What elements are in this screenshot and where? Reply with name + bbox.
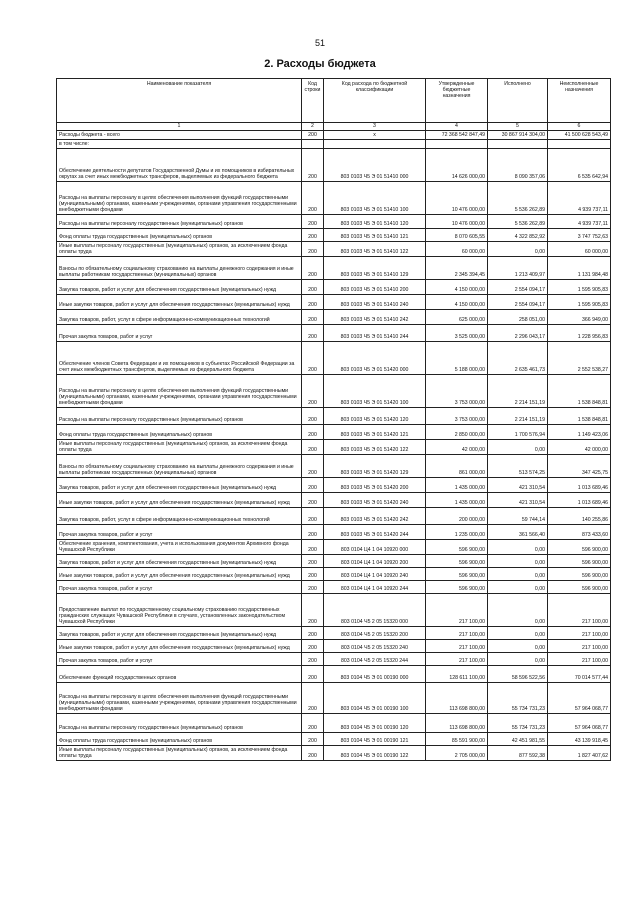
row-approved: 14 626 000,00 xyxy=(426,149,488,182)
row-approved: 596 900,00 xyxy=(426,568,488,581)
row-name: Расходы на выплаты персоналу в целях обеспечения выполнения функций государственными (муниципальными) органами, казенными учреждениями, органами управления государственными внебюджетными фондами xyxy=(57,683,302,714)
row-approved: 42 000,00 xyxy=(426,440,488,455)
row-approved: 72 368 542 847,49 xyxy=(426,131,488,140)
row-line-code: 200 xyxy=(302,666,324,683)
row-unexecuted: 1 538 848,81 xyxy=(548,375,611,408)
row-line-code: 200 xyxy=(302,746,324,761)
row-budget-code: 803 0103 Ч5 Э 01 51410 120 xyxy=(324,215,426,229)
row-executed: 0,00 xyxy=(488,440,548,455)
row-name: Обеспечение хранения, комплектования, учета и использования документов Архивного фонда Чувашской Республики xyxy=(57,540,302,555)
row-budget-code xyxy=(324,140,426,149)
row-line-code: 200 xyxy=(302,257,324,280)
row-budget-code: 803 0103 Ч5 Э 01 51420 000 xyxy=(324,342,426,375)
row-unexecuted xyxy=(548,140,611,149)
row-budget-code: 803 0104 Ч5 Э 01 00190 000 xyxy=(324,666,426,683)
row-unexecuted: 217 100,00 xyxy=(548,653,611,666)
table-row xyxy=(57,478,611,493)
row-approved: 217 100,00 xyxy=(426,594,488,627)
table-row xyxy=(57,746,611,761)
row-approved: 596 900,00 xyxy=(426,540,488,555)
row-budget-code: 803 0104 Ц4 1 04 10920 244 xyxy=(324,581,426,594)
row-budget-code: 803 0103 Ч5 Э 01 51420 121 xyxy=(324,425,426,440)
row-budget-code: x xyxy=(324,131,426,140)
row-name: Закупка товаров, работ и услуг для обеспечения государственных (муниципальных) нужд xyxy=(57,555,302,568)
row-unexecuted: 1 013 689,46 xyxy=(548,478,611,493)
row-executed: 4 322 852,92 xyxy=(488,229,548,242)
row-executed: 1 213 409,97 xyxy=(488,257,548,280)
header-name: Наименование показателя xyxy=(57,79,302,123)
row-approved: 113 698 800,00 xyxy=(426,683,488,714)
row-executed: 2 296 043,17 xyxy=(488,325,548,342)
table-row xyxy=(57,131,611,140)
row-unexecuted: 57 964 068,77 xyxy=(548,714,611,733)
row-name: Взносы по обязательному социальному страхованию на выплаты денежного содержания и иные выплаты работникам государственных (муниципальных) органов xyxy=(57,257,302,280)
row-executed: 0,00 xyxy=(488,653,548,666)
row-approved: 200 000,00 xyxy=(426,508,488,525)
row-line-code: 200 xyxy=(302,683,324,714)
col-number: 4 xyxy=(426,123,488,131)
row-unexecuted: 1 595 905,83 xyxy=(548,295,611,310)
table-row xyxy=(57,627,611,640)
row-unexecuted: 70 014 577,44 xyxy=(548,666,611,683)
table-row xyxy=(57,149,611,182)
row-approved: 2 850 000,00 xyxy=(426,425,488,440)
row-name: Фонд оплаты труда государственных (муниципальных) органов xyxy=(57,733,302,746)
header-approved: Утвержденные бюджетные назначения xyxy=(426,79,488,123)
row-budget-code: 803 0104 Ч5 Э 01 00190 120 xyxy=(324,714,426,733)
row-unexecuted: 596 900,00 xyxy=(548,581,611,594)
row-executed xyxy=(488,140,548,149)
row-approved xyxy=(426,140,488,149)
table-row xyxy=(57,215,611,229)
row-approved: 217 100,00 xyxy=(426,640,488,653)
row-executed: 258 051,00 xyxy=(488,310,548,325)
row-approved: 1 235 000,00 xyxy=(426,525,488,540)
row-budget-code: 803 0103 Ч5 Э 01 51420 240 xyxy=(324,493,426,508)
row-line-code: 200 xyxy=(302,627,324,640)
row-line-code: 200 xyxy=(302,182,324,215)
row-executed: 421 310,54 xyxy=(488,478,548,493)
row-executed: 5 536 262,89 xyxy=(488,182,548,215)
table-row xyxy=(57,342,611,375)
row-budget-code: 803 0103 Ч5 Э 01 51420 122 xyxy=(324,440,426,455)
row-executed: 0,00 xyxy=(488,555,548,568)
row-name: Взносы по обязательному социальному страхованию на выплаты денежного содержания и иные выплаты работникам государственных (муниципальных) органов xyxy=(57,455,302,478)
row-line-code: 200 xyxy=(302,493,324,508)
row-executed: 59 744,14 xyxy=(488,508,548,525)
row-line-code: 200 xyxy=(302,280,324,295)
row-line-code: 200 xyxy=(302,733,324,746)
row-executed: 0,00 xyxy=(488,581,548,594)
row-line-code: 200 xyxy=(302,594,324,627)
header-row xyxy=(57,79,611,123)
row-executed: 0,00 xyxy=(488,568,548,581)
row-name: Обеспечение деятельности депутатов Государственной Думы и их помощников в избирательных округах за счет иных межбюджетных трансферов, выделяемых из федерального бюджета xyxy=(57,149,302,182)
row-line-code: 200 xyxy=(302,149,324,182)
header-budget-code: Код расхода по бюджетной классификации xyxy=(324,79,426,123)
row-executed: 0,00 xyxy=(488,540,548,555)
row-budget-code: 803 0104 Ч5 Э 01 00190 100 xyxy=(324,683,426,714)
table-row xyxy=(57,683,611,714)
table-row xyxy=(57,280,611,295)
row-approved: 596 900,00 xyxy=(426,555,488,568)
row-executed: 8 090 357,06 xyxy=(488,149,548,182)
row-budget-code: 803 0103 Ч5 Э 01 51420 200 xyxy=(324,478,426,493)
row-executed: 30 867 914 304,00 xyxy=(488,131,548,140)
row-unexecuted: 1 131 984,48 xyxy=(548,257,611,280)
row-name: Предоставление выплат по государственному социальному страхованию государственных гражданских служащих Чувашской Республики в случаях, установленных законодательством Чувашской Республики xyxy=(57,594,302,627)
row-unexecuted: 1 595 905,83 xyxy=(548,280,611,295)
row-line-code: 200 xyxy=(302,131,324,140)
page-number: 51 xyxy=(314,38,325,48)
row-line-code: 200 xyxy=(302,653,324,666)
row-name: Иные закупки товаров, работ и услуг для обеспечения государственных (муниципальных) нужд xyxy=(57,640,302,653)
row-executed: 421 310,54 xyxy=(488,493,548,508)
table-row xyxy=(57,440,611,455)
row-name: Расходы бюджета - всего xyxy=(57,131,302,140)
row-line-code: 200 xyxy=(302,540,324,555)
row-name: Иные закупки товаров, работ и услуг для обеспечения государственных (муниципальных) нужд xyxy=(57,295,302,310)
table-row xyxy=(57,493,611,508)
row-budget-code: 803 0104 Ц4 1 04 10920 200 xyxy=(324,555,426,568)
row-executed: 5 536 262,89 xyxy=(488,215,548,229)
header-executed: Исполнено xyxy=(488,79,548,123)
row-approved: 60 000,00 xyxy=(426,242,488,257)
table-row xyxy=(57,257,611,280)
row-unexecuted: 873 433,60 xyxy=(548,525,611,540)
col-number: 3 xyxy=(324,123,426,131)
row-name: Иные выплаты персоналу государственных (муниципальных) органов, за исключением фонда оплаты труда xyxy=(57,440,302,455)
page-title: 2. Расходы бюджета xyxy=(264,58,376,70)
row-executed: 0,00 xyxy=(488,640,548,653)
row-approved: 10 476 000,00 xyxy=(426,182,488,215)
table-row xyxy=(57,733,611,746)
col-number: 1 xyxy=(57,123,302,131)
row-line-code: 200 xyxy=(302,295,324,310)
row-name: Расходы на выплаты персоналу государственных (муниципальных) органов xyxy=(57,215,302,229)
row-line-code: 200 xyxy=(302,229,324,242)
row-unexecuted: 1 013 689,46 xyxy=(548,493,611,508)
row-approved: 3 525 000,00 xyxy=(426,325,488,342)
row-unexecuted: 596 900,00 xyxy=(548,555,611,568)
row-unexecuted: 4 939 737,11 xyxy=(548,215,611,229)
row-approved: 2 705 000,00 xyxy=(426,746,488,761)
row-executed: 2 635 461,73 xyxy=(488,342,548,375)
row-line-code: 200 xyxy=(302,440,324,455)
row-budget-code: 803 0103 Ч5 Э 01 51410 244 xyxy=(324,325,426,342)
row-executed: 2 214 151,19 xyxy=(488,408,548,425)
row-name: Закупка товаров, работ и услуг для обеспечения государственных (муниципальных) нужд xyxy=(57,478,302,493)
row-name: Фонд оплаты труда государственных (муниципальных) органов xyxy=(57,229,302,242)
row-name: Прочая закупка товаров, работ и услуг xyxy=(57,581,302,594)
row-approved: 3 753 000,00 xyxy=(426,408,488,425)
row-unexecuted: 6 535 642,94 xyxy=(548,149,611,182)
table-row xyxy=(57,525,611,540)
row-executed: 0,00 xyxy=(488,242,548,257)
row-budget-code: 803 0103 Ч5 Э 01 51420 100 xyxy=(324,375,426,408)
row-name: Закупка товаров, работ и услуг для обеспечения государственных (муниципальных) нужд xyxy=(57,627,302,640)
row-line-code: 200 xyxy=(302,425,324,440)
table-body xyxy=(57,131,611,761)
row-name: Прочая закупка товаров, работ и услуг xyxy=(57,653,302,666)
table-row xyxy=(57,182,611,215)
row-name: Расходы на выплаты персоналу государственных (муниципальных) органов xyxy=(57,714,302,733)
row-name: Закупка товаров, работ и услуг для обеспечения государственных (муниципальных) нужд xyxy=(57,280,302,295)
row-approved: 8 070 605,55 xyxy=(426,229,488,242)
row-approved: 625 000,00 xyxy=(426,310,488,325)
row-budget-code: 803 0104 Ч5 2 05 15320 200 xyxy=(324,627,426,640)
table-row xyxy=(57,568,611,581)
column-number-row xyxy=(57,123,611,131)
row-approved: 5 188 000,00 xyxy=(426,342,488,375)
row-executed: 2 214 151,19 xyxy=(488,375,548,408)
table-row xyxy=(57,408,611,425)
row-line-code: 200 xyxy=(302,215,324,229)
expenditure-table xyxy=(56,78,611,761)
row-approved: 1 435 000,00 xyxy=(426,478,488,493)
row-executed: 55 734 731,23 xyxy=(488,714,548,733)
row-line-code: 200 xyxy=(302,478,324,493)
row-name: Прочая закупка товаров, работ и услуг xyxy=(57,525,302,540)
row-budget-code: 803 0104 Ч5 Э 01 00190 121 xyxy=(324,733,426,746)
row-approved: 3 753 000,00 xyxy=(426,375,488,408)
row-executed: 42 451 981,55 xyxy=(488,733,548,746)
row-unexecuted: 366 949,00 xyxy=(548,310,611,325)
row-executed: 2 554 094,17 xyxy=(488,280,548,295)
table-row xyxy=(57,594,611,627)
row-line-code: 200 xyxy=(302,555,324,568)
row-executed: 513 574,25 xyxy=(488,455,548,478)
table-row xyxy=(57,242,611,257)
row-name: Обеспечение членов Совета Федерации и их помощников в субъектах Российской Федерации за счет иных межбюджетных трансфертов, выделяемых из федерального бюджета xyxy=(57,342,302,375)
row-unexecuted: 60 000,00 xyxy=(548,242,611,257)
row-budget-code: 803 0103 Ч5 Э 01 51410 200 xyxy=(324,280,426,295)
row-budget-code: 803 0104 Ч5 2 05 15320 240 xyxy=(324,640,426,653)
row-line-code: 200 xyxy=(302,714,324,733)
row-executed: 0,00 xyxy=(488,594,548,627)
row-unexecuted: 217 100,00 xyxy=(548,640,611,653)
row-executed: 0,00 xyxy=(488,627,548,640)
table-row xyxy=(57,581,611,594)
row-name: Иные выплаты персоналу государственных (муниципальных) органов, за исключением фонда оплаты труда xyxy=(57,242,302,257)
row-unexecuted: 3 747 752,63 xyxy=(548,229,611,242)
row-line-code: 200 xyxy=(302,408,324,425)
col-number: 2 xyxy=(302,123,324,131)
row-budget-code: 803 0104 Ц4 1 04 10920 000 xyxy=(324,540,426,555)
table-row xyxy=(57,540,611,555)
row-line-code: 200 xyxy=(302,342,324,375)
row-unexecuted: 2 552 538,27 xyxy=(548,342,611,375)
row-executed: 877 592,38 xyxy=(488,746,548,761)
row-unexecuted: 42 000,00 xyxy=(548,440,611,455)
row-unexecuted: 41 500 628 543,49 xyxy=(548,131,611,140)
row-budget-code: 803 0103 Ч5 Э 01 51410 122 xyxy=(324,242,426,257)
row-budget-code: 803 0103 Ч5 Э 01 51410 100 xyxy=(324,182,426,215)
row-unexecuted: 217 100,00 xyxy=(548,627,611,640)
row-budget-code: 803 0103 Ч5 Э 01 51420 244 xyxy=(324,525,426,540)
row-name: Закупка товаров, работ, услуг в сфере информационно-коммуникационных технологий xyxy=(57,508,302,525)
row-unexecuted: 596 900,00 xyxy=(548,540,611,555)
row-approved: 85 591 900,00 xyxy=(426,733,488,746)
row-line-code: 200 xyxy=(302,310,324,325)
row-budget-code: 803 0103 Ч5 Э 01 51420 242 xyxy=(324,508,426,525)
row-executed: 55 734 731,23 xyxy=(488,683,548,714)
row-approved: 113 698 800,00 xyxy=(426,714,488,733)
row-line-code: 200 xyxy=(302,525,324,540)
table-row xyxy=(57,425,611,440)
col-number: 5 xyxy=(488,123,548,131)
table-row xyxy=(57,375,611,408)
row-unexecuted: 140 255,86 xyxy=(548,508,611,525)
row-budget-code: 803 0104 Ч5 Э 01 00190 122 xyxy=(324,746,426,761)
row-budget-code: 803 0104 Ц4 1 04 10920 240 xyxy=(324,568,426,581)
row-approved: 128 611 100,00 xyxy=(426,666,488,683)
row-name: Фонд оплаты труда государственных (муниципальных) органов xyxy=(57,425,302,440)
table-row xyxy=(57,455,611,478)
row-name: Иные закупки товаров, работ и услуг для обеспечения государственных (муниципальных) нужд xyxy=(57,493,302,508)
row-budget-code: 803 0103 Ч5 Э 01 51410 000 xyxy=(324,149,426,182)
row-line-code: 200 xyxy=(302,640,324,653)
row-unexecuted: 347 425,75 xyxy=(548,455,611,478)
row-unexecuted: 4 939 737,11 xyxy=(548,182,611,215)
row-line-code xyxy=(302,140,324,149)
row-name: Иные закупки товаров, работ и услуг для обеспечения государственных (муниципальных) нужд xyxy=(57,568,302,581)
col-number: 6 xyxy=(548,123,611,131)
row-line-code: 200 xyxy=(302,581,324,594)
row-approved: 596 900,00 xyxy=(426,581,488,594)
row-line-code: 200 xyxy=(302,325,324,342)
header-unexecuted: Неисполненные назначения xyxy=(548,79,611,123)
row-name: в том числе: xyxy=(57,140,302,149)
table-row xyxy=(57,508,611,525)
row-approved: 861 000,00 xyxy=(426,455,488,478)
row-name: Расходы на выплаты персоналу в целях обеспечения выполнения функций государственными (муниципальными) органами, казенными учреждениями, органами управления государственными внебюджетными фондами xyxy=(57,182,302,215)
table-row xyxy=(57,653,611,666)
row-budget-code: 803 0103 Ч5 Э 01 51420 120 xyxy=(324,408,426,425)
row-unexecuted: 1 228 956,83 xyxy=(548,325,611,342)
row-name: Иные выплаты персоналу государственных (муниципальных) органов, за исключением фонда оплаты труда xyxy=(57,746,302,761)
table-row xyxy=(57,140,611,149)
row-unexecuted: 1 149 423,06 xyxy=(548,425,611,440)
row-approved: 1 435 000,00 xyxy=(426,493,488,508)
row-name: Закупка товаров, работ, услуг в сфере информационно-коммуникационных технологий xyxy=(57,310,302,325)
row-approved: 10 476 000,00 xyxy=(426,215,488,229)
table-row xyxy=(57,555,611,568)
row-unexecuted: 596 900,00 xyxy=(548,568,611,581)
row-name: Расходы на выплаты персоналу государственных (муниципальных) органов xyxy=(57,408,302,425)
row-executed: 1 700 576,94 xyxy=(488,425,548,440)
row-unexecuted: 1 827 407,62 xyxy=(548,746,611,761)
row-unexecuted: 43 139 918,45 xyxy=(548,733,611,746)
row-line-code: 200 xyxy=(302,242,324,257)
row-approved: 4 150 000,00 xyxy=(426,295,488,310)
table-row xyxy=(57,325,611,342)
table-row xyxy=(57,295,611,310)
row-name: Прочая закупка товаров, работ и услуг xyxy=(57,325,302,342)
row-executed: 58 596 522,56 xyxy=(488,666,548,683)
row-line-code: 200 xyxy=(302,508,324,525)
table-row xyxy=(57,714,611,733)
row-unexecuted: 217 100,00 xyxy=(548,594,611,627)
row-budget-code: 803 0104 Ч5 2 05 15320 000 xyxy=(324,594,426,627)
row-approved: 217 100,00 xyxy=(426,627,488,640)
row-executed: 2 554 094,17 xyxy=(488,295,548,310)
row-budget-code: 803 0103 Ч5 Э 01 51410 242 xyxy=(324,310,426,325)
table-row xyxy=(57,229,611,242)
row-budget-code: 803 0104 Ч5 2 05 15320 244 xyxy=(324,653,426,666)
row-executed: 361 566,40 xyxy=(488,525,548,540)
row-approved: 4 150 000,00 xyxy=(426,280,488,295)
row-budget-code: 803 0103 Ч5 Э 01 51420 129 xyxy=(324,455,426,478)
row-unexecuted: 1 538 848,81 xyxy=(548,408,611,425)
row-name: Расходы на выплаты персоналу в целях обеспечения выполнения функций государственными (муниципальными) органами, казенными учреждениями, органами управления государственными внебюджетными фондами xyxy=(57,375,302,408)
table-row xyxy=(57,666,611,683)
row-approved: 217 100,00 xyxy=(426,653,488,666)
row-line-code: 200 xyxy=(302,375,324,408)
row-unexecuted: 57 964 068,77 xyxy=(548,683,611,714)
row-budget-code: 803 0103 Ч5 Э 01 51410 121 xyxy=(324,229,426,242)
row-name: Обеспечение функций государственных органов xyxy=(57,666,302,683)
header-line-code: Код строки xyxy=(302,79,324,123)
table-row xyxy=(57,640,611,653)
row-line-code: 200 xyxy=(302,455,324,478)
table-row xyxy=(57,310,611,325)
row-approved: 2 345 394,45 xyxy=(426,257,488,280)
row-budget-code: 803 0103 Ч5 Э 01 51410 240 xyxy=(324,295,426,310)
row-line-code: 200 xyxy=(302,568,324,581)
row-budget-code: 803 0103 Ч5 Э 01 51410 129 xyxy=(324,257,426,280)
